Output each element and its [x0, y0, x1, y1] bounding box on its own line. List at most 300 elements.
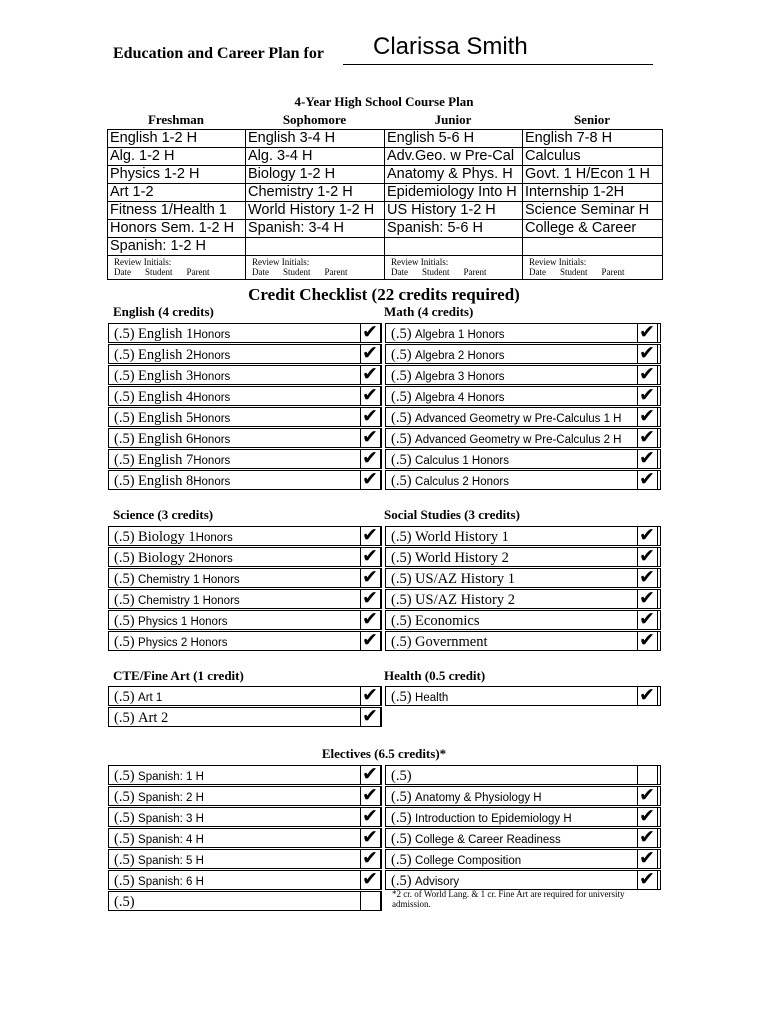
course-name: English 7 — [138, 452, 194, 468]
course-plan-table — [107, 129, 663, 280]
checklist-row — [385, 407, 661, 427]
checkmark-icon: ✔ — [639, 363, 655, 385]
credit-value: (.5) — [391, 571, 412, 587]
health-heading: Health (0.5 credit) — [384, 668, 486, 683]
checklist-row — [108, 526, 382, 546]
page-title: Education and Career Plan for — [113, 45, 324, 62]
course-cell[interactable]: Spanish: 3-4 H — [246, 220, 385, 238]
checkbox[interactable] — [637, 449, 658, 469]
credit-value: (.5) — [391, 550, 412, 566]
course-cell[interactable]: Chemistry 1-2 H — [246, 184, 385, 202]
checkbox[interactable] — [360, 526, 381, 546]
credit-value: (.5) — [391, 592, 412, 608]
course-note: Honors — [193, 350, 231, 362]
checkbox[interactable] — [360, 849, 381, 869]
checkbox[interactable] — [360, 870, 381, 890]
course-name: English 4 — [138, 389, 194, 405]
checklist-row — [108, 891, 382, 911]
review-student-label: Student — [422, 267, 450, 277]
checkbox[interactable] — [360, 547, 381, 567]
checklist-row — [385, 386, 661, 406]
credit-value: (.5) — [114, 592, 135, 608]
course-note: Algebra 2 Honors — [415, 350, 505, 362]
checkbox[interactable] — [637, 386, 658, 406]
course-name: World History 1 — [415, 529, 509, 545]
course-cell[interactable]: College & Career — [523, 220, 663, 238]
credit-value: (.5) — [391, 368, 412, 384]
checkbox[interactable] — [637, 365, 658, 385]
review-initials-cell[interactable] — [108, 256, 246, 280]
checkbox[interactable] — [637, 849, 658, 869]
review-student-label: Student — [145, 267, 173, 277]
checklist-row — [385, 568, 661, 588]
course-plan-heading: 4-Year High School Course Plan — [294, 94, 474, 109]
checkmark-icon: ✔ — [639, 524, 655, 546]
checkmark-icon: ✔ — [362, 684, 378, 706]
checklist-row — [385, 765, 661, 785]
course-cell[interactable] — [385, 238, 523, 256]
checklist-row — [108, 765, 382, 785]
checklist-row — [385, 526, 661, 546]
credit-value: (.5) — [391, 326, 412, 342]
course-note: Honors — [195, 532, 233, 544]
checkbox[interactable] — [637, 686, 658, 706]
course-name: English 1 — [138, 326, 194, 342]
credit-value: (.5) — [391, 789, 412, 805]
course-note: College Composition — [415, 855, 522, 867]
review-initials-label: Review Initials: — [252, 257, 310, 267]
checkmark-icon: ✔ — [639, 566, 655, 588]
course-cell[interactable] — [523, 238, 663, 256]
checkbox[interactable] — [360, 686, 381, 706]
credit-value: (.5) — [114, 368, 135, 384]
checkbox[interactable] — [360, 407, 381, 427]
checkbox[interactable] — [360, 786, 381, 806]
checklist-row — [108, 428, 382, 448]
course-cell[interactable]: Art 1-2 — [108, 184, 246, 202]
course-name: World History 2 — [415, 550, 509, 566]
electives-heading: Electives (6.5 credits)* — [321, 746, 447, 761]
checklist-row — [385, 344, 661, 364]
checkbox[interactable] — [637, 589, 658, 609]
checkbox[interactable] — [360, 365, 381, 385]
checkbox[interactable] — [360, 589, 381, 609]
review-initials-label: Review Initials: — [391, 257, 449, 267]
course-cell[interactable]: Alg. 3-4 H — [246, 148, 385, 166]
review-initials-label: Review Initials: — [114, 257, 172, 267]
checkbox[interactable] — [360, 568, 381, 588]
course-name: English 6 — [138, 431, 194, 447]
course-cell[interactable]: Govt. 1 H/Econ 1 H — [523, 166, 663, 184]
credit-value: (.5) — [391, 347, 412, 363]
credit-value: (.5) — [114, 831, 135, 847]
credit-value: (.5) — [391, 452, 412, 468]
checklist-row — [385, 323, 661, 343]
checkbox[interactable] — [360, 344, 381, 364]
course-note: Spanish: 5 H — [138, 855, 204, 867]
credit-value: (.5) — [114, 810, 135, 826]
course-note: College & Career Readiness — [415, 834, 561, 846]
checkmark-icon: ✔ — [362, 868, 378, 890]
course-cell[interactable]: US History 1-2 H — [385, 202, 523, 220]
checkmark-icon: ✔ — [362, 363, 378, 385]
course-note: Advanced Geometry w Pre-Calculus 2 H — [415, 434, 622, 446]
credit-value: (.5) — [114, 431, 135, 447]
checkbox[interactable] — [637, 870, 658, 890]
student-name[interactable]: Clarissa Smith — [373, 33, 528, 60]
course-cell[interactable]: World History 1-2 H — [246, 202, 385, 220]
credit-value: (.5) — [391, 768, 412, 784]
checkmark-icon: ✔ — [362, 763, 378, 785]
checklist-row — [108, 344, 382, 364]
checklist-row — [385, 849, 661, 869]
course-note: Honors — [193, 434, 231, 446]
credit-value: (.5) — [391, 389, 412, 405]
course-cell[interactable]: Physics 1-2 H — [108, 166, 246, 184]
checklist-row — [108, 589, 382, 609]
credit-value: (.5) — [114, 613, 135, 629]
credit-value: (.5) — [391, 431, 412, 447]
checkbox[interactable] — [637, 344, 658, 364]
course-note: Advanced Geometry w Pre-Calculus 1 H — [415, 413, 622, 425]
checklist-row — [108, 828, 382, 848]
course-note: Physics 1 Honors — [138, 616, 228, 628]
course-note: Honors — [193, 476, 231, 488]
checkmark-icon: ✔ — [362, 468, 378, 490]
checklist-row — [108, 470, 382, 490]
checklist-row — [108, 849, 382, 869]
checklist-row — [108, 707, 382, 727]
checkmark-icon: ✔ — [639, 629, 655, 651]
year-header-freshman: Freshman — [147, 112, 205, 127]
checkmark-icon: ✔ — [639, 608, 655, 630]
review-initials-cell[interactable] — [385, 256, 523, 280]
math-heading: Math (4 credits) — [384, 304, 474, 319]
course-note: Honors — [193, 455, 231, 467]
course-note: Spanish: 1 H — [138, 771, 204, 783]
checkmark-icon: ✔ — [362, 405, 378, 427]
credit-value: (.5) — [114, 634, 135, 650]
course-note: Spanish: 4 H — [138, 834, 204, 846]
course-cell[interactable]: Science Seminar H — [523, 202, 663, 220]
checkmark-icon: ✔ — [639, 468, 655, 490]
year-header-sophomore: Sophomore — [282, 112, 347, 127]
checklist-row — [385, 589, 661, 609]
review-parent-label: Parent — [186, 267, 210, 277]
course-note: Introduction to Epidemiology H — [415, 813, 572, 825]
checkmark-icon: ✔ — [362, 847, 378, 869]
course-cell[interactable]: English 1-2 H — [108, 130, 246, 148]
credit-value: (.5) — [114, 473, 135, 489]
course-cell[interactable]: Alg. 1-2 H — [108, 148, 246, 166]
review-initials-cell[interactable] — [523, 256, 663, 280]
checklist-row — [385, 610, 661, 630]
credit-value: (.5) — [114, 789, 135, 805]
course-cell[interactable]: Epidemiology Into H — [385, 184, 523, 202]
credit-value: (.5) — [114, 894, 135, 910]
credit-value: (.5) — [114, 873, 135, 889]
checkbox[interactable] — [637, 323, 658, 343]
review-parent-label: Parent — [324, 267, 348, 277]
checkmark-icon: ✔ — [362, 342, 378, 364]
checkbox[interactable] — [637, 828, 658, 848]
credit-value: (.5) — [114, 571, 135, 587]
name-underline — [343, 64, 653, 65]
checkmark-icon: ✔ — [639, 447, 655, 469]
checkmark-icon: ✔ — [639, 405, 655, 427]
social-studies-heading: Social Studies (3 credits) — [384, 507, 520, 522]
checkmark-icon: ✔ — [362, 826, 378, 848]
course-note: Physics 2 Honors — [138, 637, 228, 649]
course-cell[interactable]: Fitness 1/Health 1 — [108, 202, 246, 220]
checklist-row — [385, 786, 661, 806]
checkbox[interactable] — [360, 891, 381, 911]
course-plan-row — [108, 202, 663, 220]
checklist-row — [385, 631, 661, 651]
credit-value: (.5) — [391, 873, 412, 889]
review-date-label: Date — [252, 267, 269, 277]
checkmark-icon: ✔ — [362, 629, 378, 651]
checklist-row — [108, 365, 382, 385]
checklist-row — [108, 386, 382, 406]
checkmark-icon: ✔ — [362, 384, 378, 406]
checklist-row — [108, 547, 382, 567]
cte-heading: CTE/Fine Art (1 credit) — [113, 668, 244, 683]
credit-value: (.5) — [391, 810, 412, 826]
credit-value: (.5) — [391, 852, 412, 868]
course-note: Spanish: 3 H — [138, 813, 204, 825]
course-note: Honors — [193, 329, 231, 341]
checkbox[interactable] — [360, 765, 381, 785]
checkmark-icon: ✔ — [639, 426, 655, 448]
checkbox[interactable] — [360, 807, 381, 827]
checkbox[interactable] — [637, 428, 658, 448]
checkbox[interactable] — [637, 407, 658, 427]
checklist-row — [108, 870, 382, 890]
checkmark-icon: ✔ — [639, 826, 655, 848]
checkmark-icon: ✔ — [362, 426, 378, 448]
checkbox[interactable] — [637, 547, 658, 567]
course-cell[interactable]: English 7-8 H — [523, 130, 663, 148]
course-cell[interactable]: Biology 1-2 H — [246, 166, 385, 184]
checklist-row — [108, 449, 382, 469]
checkmark-icon: ✔ — [362, 447, 378, 469]
checkbox[interactable] — [360, 386, 381, 406]
course-note: Honors — [193, 392, 231, 404]
checklist-row — [108, 610, 382, 630]
course-cell[interactable]: English 3-4 H — [246, 130, 385, 148]
course-note: Art 1 — [138, 692, 163, 704]
checkbox[interactable] — [360, 631, 381, 651]
science-heading: Science (3 credits) — [113, 507, 214, 522]
course-note: Calculus 2 Honors — [415, 476, 510, 488]
checklist-row — [385, 807, 661, 827]
checkmark-icon: ✔ — [639, 342, 655, 364]
checkbox[interactable] — [637, 526, 658, 546]
checkmark-icon: ✔ — [362, 805, 378, 827]
course-note: Spanish: 2 H — [138, 792, 204, 804]
credit-value: (.5) — [114, 550, 135, 566]
checkbox[interactable] — [360, 707, 381, 727]
checklist-row — [108, 407, 382, 427]
checklist-row — [385, 428, 661, 448]
checklist-row — [385, 470, 661, 490]
course-note: Algebra 4 Honors — [415, 392, 505, 404]
credit-value: (.5) — [391, 831, 412, 847]
checkbox[interactable] — [360, 828, 381, 848]
checkmark-icon: ✔ — [639, 805, 655, 827]
credit-value: (.5) — [114, 768, 135, 784]
checkmark-icon: ✔ — [639, 847, 655, 869]
checklist-row — [108, 568, 382, 588]
credit-value: (.5) — [114, 452, 135, 468]
credit-value: (.5) — [114, 689, 135, 705]
course-cell[interactable]: English 5-6 H — [385, 130, 523, 148]
checkmark-icon: ✔ — [362, 566, 378, 588]
checklist-row — [385, 870, 661, 890]
checkbox[interactable] — [360, 428, 381, 448]
course-name: US/AZ History 1 — [415, 571, 515, 587]
course-name: English 2 — [138, 347, 194, 363]
credit-value: (.5) — [391, 473, 412, 489]
checkmark-icon: ✔ — [639, 684, 655, 706]
course-plan-row — [108, 184, 663, 202]
course-note: Honors — [193, 413, 231, 425]
credit-checklist-heading: Credit Checklist (22 credits required) — [248, 285, 520, 304]
checkbox[interactable] — [637, 610, 658, 630]
review-date-label: Date — [529, 267, 546, 277]
course-name: Economics — [415, 613, 480, 629]
course-cell[interactable] — [246, 238, 385, 256]
course-cell[interactable]: Calculus — [523, 148, 663, 166]
checkmark-icon: ✔ — [362, 705, 378, 727]
year-header-junior: Junior — [434, 112, 472, 127]
course-note: Advisory — [415, 876, 460, 888]
course-name: Biology 1 — [138, 529, 196, 545]
credit-value: (.5) — [391, 634, 412, 650]
checkmark-icon: ✔ — [362, 524, 378, 546]
credit-value: (.5) — [114, 347, 135, 363]
course-note: Spanish: 6 H — [138, 876, 204, 888]
course-note: Anatomy & Physiology H — [415, 792, 542, 804]
review-initials-cell[interactable] — [246, 256, 385, 280]
course-cell[interactable]: Honors Sem. 1-2 H — [108, 220, 246, 238]
course-plan-row — [108, 220, 663, 238]
checkmark-icon: ✔ — [362, 608, 378, 630]
checklist-row — [108, 323, 382, 343]
course-name: English 5 — [138, 410, 194, 426]
review-parent-label: Parent — [463, 267, 487, 277]
course-cell[interactable]: Anatomy & Phys. H — [385, 166, 523, 184]
checkmark-icon: ✔ — [362, 545, 378, 567]
course-plan-row — [108, 130, 663, 148]
checkmark-icon: ✔ — [639, 384, 655, 406]
course-cell[interactable]: Internship 1-2H — [523, 184, 663, 202]
checkbox[interactable] — [637, 470, 658, 490]
course-name: Biology 2 — [138, 550, 196, 566]
course-note: Chemistry 1 Honors — [138, 595, 240, 607]
checklist-row — [108, 786, 382, 806]
course-plan-row — [108, 238, 663, 256]
review-student-label: Student — [560, 267, 588, 277]
checkmark-icon: ✔ — [639, 784, 655, 806]
checkmark-icon: ✔ — [362, 784, 378, 806]
credit-value: (.5) — [114, 389, 135, 405]
checklist-row — [385, 365, 661, 385]
credit-value: (.5) — [391, 410, 412, 426]
course-note: Honors — [193, 371, 231, 383]
course-name: English 8 — [138, 473, 194, 489]
course-note: Calculus 1 Honors — [415, 455, 510, 467]
review-student-label: Student — [283, 267, 311, 277]
checkmark-icon: ✔ — [639, 321, 655, 343]
checkbox[interactable] — [637, 765, 658, 785]
course-note: Honors — [195, 553, 233, 565]
checklist-row — [385, 547, 661, 567]
course-cell[interactable]: Spanish: 5-6 H — [385, 220, 523, 238]
course-note: Health — [415, 692, 449, 704]
review-date-label: Date — [114, 267, 131, 277]
english-heading: English (4 credits) — [113, 304, 214, 319]
checklist-row — [108, 807, 382, 827]
credit-value: (.5) — [114, 326, 135, 342]
checklist-row — [385, 449, 661, 469]
checklist-row — [108, 631, 382, 651]
year-header-senior: Senior — [573, 112, 611, 127]
course-name: Art 2 — [138, 710, 169, 726]
course-note: Chemistry 1 Honors — [138, 574, 240, 586]
review-date-label: Date — [391, 267, 408, 277]
course-cell[interactable]: Spanish: 1-2 H — [108, 238, 246, 256]
credit-value: (.5) — [391, 613, 412, 629]
checklist-row — [385, 686, 661, 706]
credit-value: (.5) — [391, 689, 412, 705]
course-name: US/AZ History 2 — [415, 592, 515, 608]
review-initials-label: Review Initials: — [529, 257, 587, 267]
electives-footnote: *2 cr. of World Lang. & 1 cr. Fine Art are required for university admission. — [392, 889, 625, 909]
course-plan-row — [108, 166, 663, 184]
checkmark-icon: ✔ — [362, 587, 378, 609]
course-cell[interactable]: Adv.Geo. w Pre-Cal — [385, 148, 523, 166]
credit-value: (.5) — [391, 529, 412, 545]
checkbox[interactable] — [637, 631, 658, 651]
checkbox[interactable] — [360, 610, 381, 630]
credit-value: (.5) — [114, 529, 135, 545]
checkbox[interactable] — [360, 323, 381, 343]
checkmark-icon: ✔ — [639, 587, 655, 609]
checkbox[interactable] — [360, 470, 381, 490]
checkmark-icon: ✔ — [362, 321, 378, 343]
course-note: Algebra 1 Honors — [415, 329, 505, 341]
course-plan-row — [108, 148, 663, 166]
checklist-row — [385, 828, 661, 848]
credit-value: (.5) — [114, 710, 135, 726]
checklist-row — [108, 686, 382, 706]
checkbox[interactable] — [637, 786, 658, 806]
checkbox[interactable] — [637, 568, 658, 588]
review-parent-label: Parent — [601, 267, 625, 277]
course-name: English 3 — [138, 368, 194, 384]
checkbox[interactable] — [637, 807, 658, 827]
review-initials-row — [108, 256, 663, 280]
checkmark-icon: ✔ — [639, 868, 655, 890]
credit-value: (.5) — [114, 410, 135, 426]
checkbox[interactable] — [360, 449, 381, 469]
course-note: Algebra 3 Honors — [415, 371, 505, 383]
checkmark-icon: ✔ — [639, 545, 655, 567]
credit-value: (.5) — [114, 852, 135, 868]
course-name: Government — [415, 634, 488, 650]
